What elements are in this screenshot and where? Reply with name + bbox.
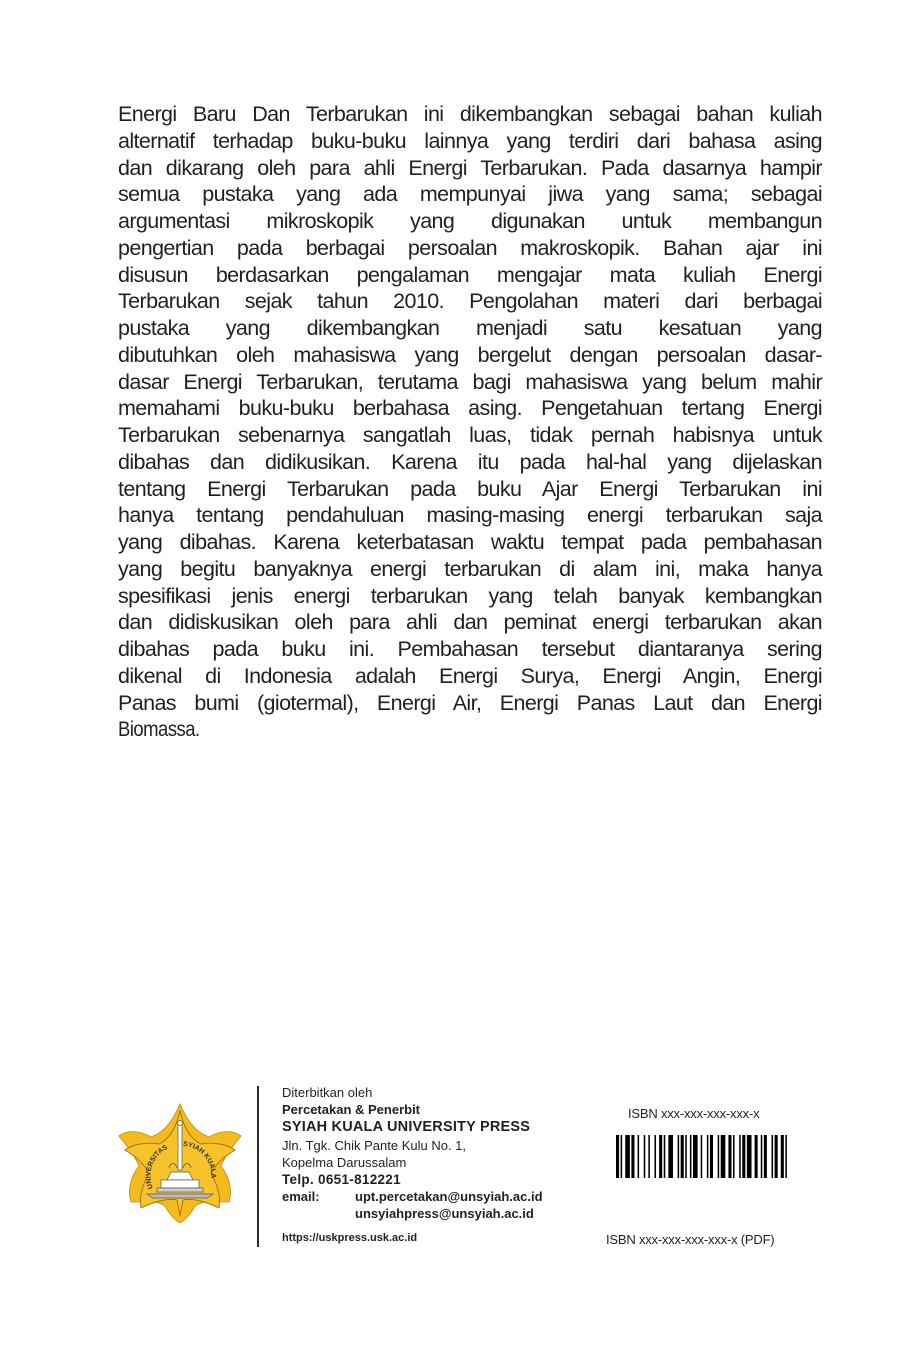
- publisher-address-line1: Jln. Tgk. Chik Pante Kulu No. 1,: [282, 1138, 467, 1153]
- barcode-bar: [685, 1135, 687, 1178]
- barcode-bar: [664, 1135, 666, 1178]
- blurb-line: dibahas dan didikusikan. Karena itu pada hal-hal yang dijelaskan: [118, 449, 822, 474]
- barcode-bar: [690, 1135, 692, 1178]
- barcode-bar: [728, 1135, 731, 1178]
- blurb-line: hanya tentang pendahuluan masing-masing energi terbarukan saja: [118, 503, 822, 528]
- barcode-bar: [721, 1135, 726, 1178]
- email-link[interactable]: upt.percetakan@unsyiah.ac.id: [355, 1189, 543, 1204]
- blurb-line: disusun berdasarkan pengalaman mengajar mata kuliah Energi: [118, 262, 822, 287]
- blurb-line: dikenal di Indonesia adalah Energi Surya, Energi Angin, Energi: [118, 663, 822, 688]
- blurb-line: dan dikarang oleh para ahli Energi Terbarukan. Pada dasarnya hampir: [118, 155, 822, 180]
- barcode-bar: [631, 1135, 634, 1178]
- publisher-imprint: Percetakan & Penerbit: [282, 1102, 421, 1117]
- blurb-line: argumentasi mikroskopik yang digunakan untuk membangun: [118, 209, 822, 233]
- barcode-bar: [616, 1135, 619, 1178]
- blurb-line: semua pustaka yang ada mempunyai jiwa yang sama; sebagai: [118, 182, 822, 207]
- barcode-bar: [742, 1135, 745, 1178]
- barcode-bar: [693, 1135, 698, 1178]
- publisher-website-link[interactable]: https://uskpress.usk.ac.id: [282, 1232, 418, 1244]
- blurb-line: pengertian pada berbagai persoalan makroskopik. Bahan ajar ini: [118, 235, 822, 260]
- blurb-line: alternatif terhadap buku-buku lainnya yang terdiri dari bahasa asing: [118, 128, 822, 153]
- barcode-bar: [718, 1135, 720, 1178]
- blurb-line: dan didiskusikan oleh para ahli dan peminat energi terbarukan akan: [118, 610, 822, 635]
- barcode-bar: [761, 1135, 763, 1178]
- barcode-bar: [772, 1135, 774, 1178]
- blurb-line: Panas bumi (giotermal), Energi Air, Energi Panas Laut dan Energi: [118, 690, 822, 715]
- blurb-line: Biomassa.: [118, 717, 200, 742]
- published-by-label: Diterbitkan oleh: [282, 1085, 373, 1100]
- publisher-phone: Telp. 0651-812221: [282, 1172, 401, 1187]
- barcode-bar: [707, 1135, 709, 1178]
- email-label: email:: [282, 1189, 320, 1204]
- barcode-bar: [755, 1135, 758, 1178]
- barcode-bar: [747, 1135, 752, 1178]
- logo-text-right: SYIAH KUALA: [182, 1140, 217, 1179]
- blurb-line: memahami buku-buku berbahasa asing. Pengetahuan tertang Energi: [118, 396, 822, 421]
- email-link[interactable]: unsyiahpress@unsyiah.ac.id: [355, 1206, 534, 1221]
- barcode-bar: [644, 1135, 646, 1178]
- barcode-bar: [710, 1135, 713, 1178]
- barcode-bar: [681, 1135, 684, 1178]
- blurb-line: spesifikasi jenis energi terbarukan yang telah banyak kembangkan: [118, 583, 822, 608]
- publisher-email-block: [282, 1188, 543, 1222]
- blurb-line: tentang Energi Terbarukan pada buku Ajar Energi Terbarukan ini: [118, 476, 822, 501]
- blurb-line: Terbarukan sejak tahun 2010. Pengolahan materi dari berbagai: [118, 289, 822, 314]
- email-list: [355, 1188, 543, 1222]
- barcode-bar: [781, 1135, 784, 1178]
- vertical-divider: [257, 1086, 259, 1247]
- blurb-line: Terbarukan sebenarnya sangatlah luas, tidak pernah habisnya untuk: [118, 423, 822, 447]
- blurb-line: yang begitu banyaknya energi terbarukan di alam ini, maka hanya: [118, 556, 822, 581]
- publisher-name: SYIAH KUALA UNIVERSITY PRESS: [282, 1119, 531, 1135]
- isbn-print: ISBN xxx-xxx-xxx-xxx-x: [628, 1106, 760, 1121]
- barcode-bar: [775, 1135, 778, 1178]
- publisher-info: [282, 1084, 543, 1245]
- barcode-bar: [654, 1135, 656, 1178]
- barcode-icon: [616, 1135, 790, 1178]
- barcode-bar: [648, 1135, 650, 1178]
- blurb-line: yang dibahas. Karena keterbatasan waktu tempat pada pembahasan: [118, 530, 822, 554]
- barcode-bar: [739, 1135, 741, 1178]
- barcode-bar: [733, 1135, 735, 1178]
- logo-text-left: UNIVERSITAS: [145, 1144, 169, 1190]
- barcode-bar: [659, 1135, 662, 1178]
- barcode-bar: [625, 1135, 630, 1178]
- isbn-pdf: ISBN xxx-xxx-xxx-xxx-x (PDF): [606, 1232, 775, 1247]
- cover-blurb: [118, 101, 822, 743]
- barcode-bar: [638, 1135, 640, 1178]
- blurb-line: Energi Baru Dan Terbarukan ini dikembangkan sebagai bahan kuliah: [118, 102, 822, 126]
- barcode-bar: [678, 1135, 680, 1178]
- barcode-bar: [764, 1135, 767, 1178]
- blurb-line: dibahas pada buku ini. Pembahasan tersebut diantaranya sering: [118, 637, 822, 661]
- barcode-bar: [668, 1135, 673, 1178]
- barcode-bar: [785, 1135, 787, 1178]
- blurb-line: pustaka yang dikembangkan menjadi satu kesatuan yang: [118, 316, 822, 340]
- university-logo-icon: [117, 1102, 243, 1224]
- blurb-line: dasar Energi Terbarukan, terutama bagi mahasiswa yang belum mahir: [118, 369, 822, 394]
- publisher-address-line2: Kopelma Darussalam: [282, 1155, 407, 1170]
- barcode-bar: [701, 1135, 703, 1178]
- blurb-line: dibutuhkan oleh mahasiswa yang bergelut dengan persoalan dasar-: [118, 342, 822, 367]
- barcode-bar: [621, 1135, 623, 1178]
